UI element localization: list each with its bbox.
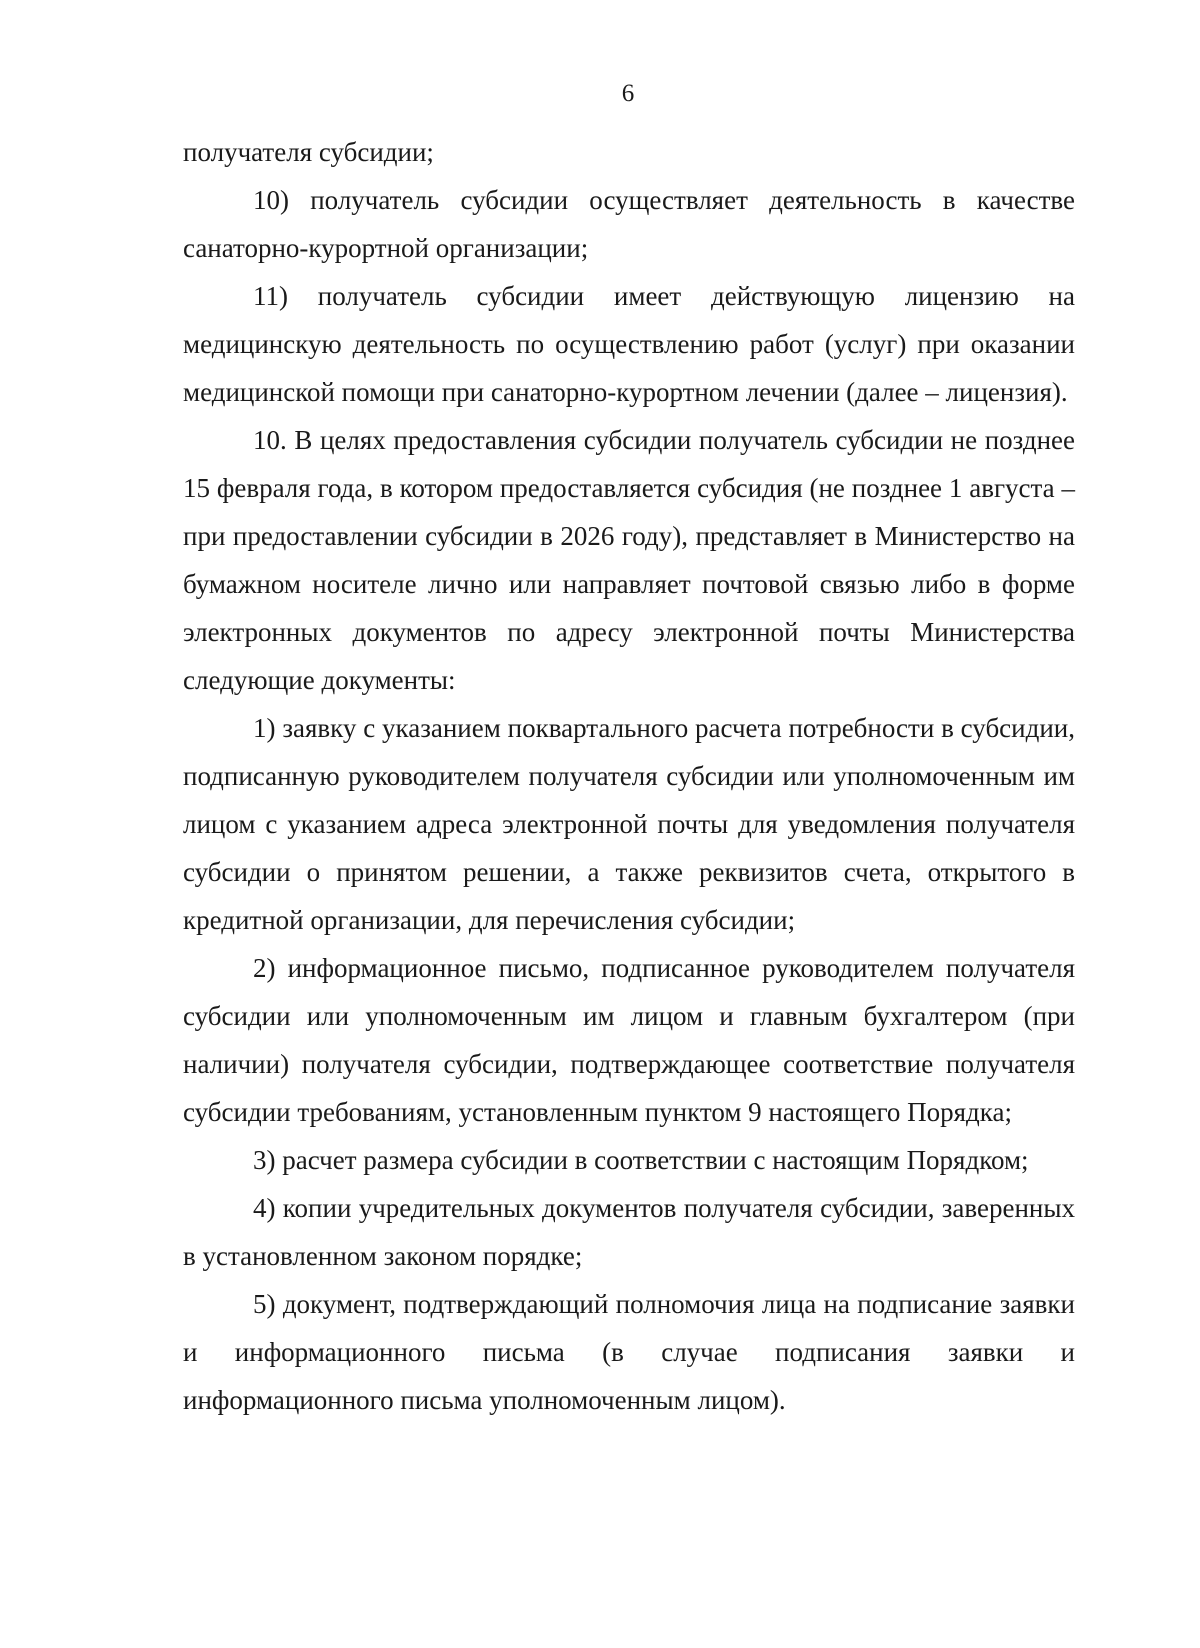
- document-item-2: 2) информационное письмо, подписанное руководителем получателя субсидии или уполномоченным им лицом и главным бухгалтером (при наличии) получателя субсидии, подтверждающее соответствие получателя субсидии требованиям, установленным пунктом 9 настоящего Порядка;: [183, 953, 1075, 1127]
- section-10-paragraph: 10. В целях предоставления субсидии получатель субсидии не позднее 15 февраля года, в котором предоставляется субсидия (не позднее 1 августа – при предоставлении субсидии в 2026 году), представляет в Министерство на бумажном носителе лично или направляет почтовой связью либо в форме электронных документов по адресу электронной почты Министерства следующие документы:: [183, 425, 1075, 695]
- document-item-1: 1) заявку с указанием поквартального расчета потребности в субсидии, подписанную руководителем получателя субсидии или уполномоченным им лицом с указанием адреса электронной почты для уведомления получателя субсидии о принятом решении, а также реквизитов счета, открытого в кредитной организации, для перечисления субсидии;: [183, 713, 1075, 935]
- document-item-4: 4) копии учредительных документов получателя субсидии, заверенных в установленном законом порядке;: [183, 1193, 1075, 1271]
- paragraph-continuation: получателя субсидии;: [183, 137, 434, 167]
- list-item-10: 10) получатель субсидии осуществляет деятельность в качестве санаторно-курортной организации;: [183, 185, 1075, 263]
- document-item-5: 5) документ, подтверждающий полномочия лица на подписание заявки и информационного письма (в случае подписания заявки и информационного письма уполномоченным лицом).: [183, 1289, 1075, 1415]
- list-item-11: 11) получатель субсидии имеет действующую лицензию на медицинскую деятельность по осуществлению работ (услуг) при оказании медицинской помощи при санаторно-курортном лечении (далее – лицензия).: [183, 281, 1075, 407]
- page-number: 6: [621, 80, 635, 107]
- document-item-3: 3) расчет размера субсидии в соответствии с настоящим Порядком;: [253, 1145, 1029, 1175]
- document-body: [183, 128, 1075, 1424]
